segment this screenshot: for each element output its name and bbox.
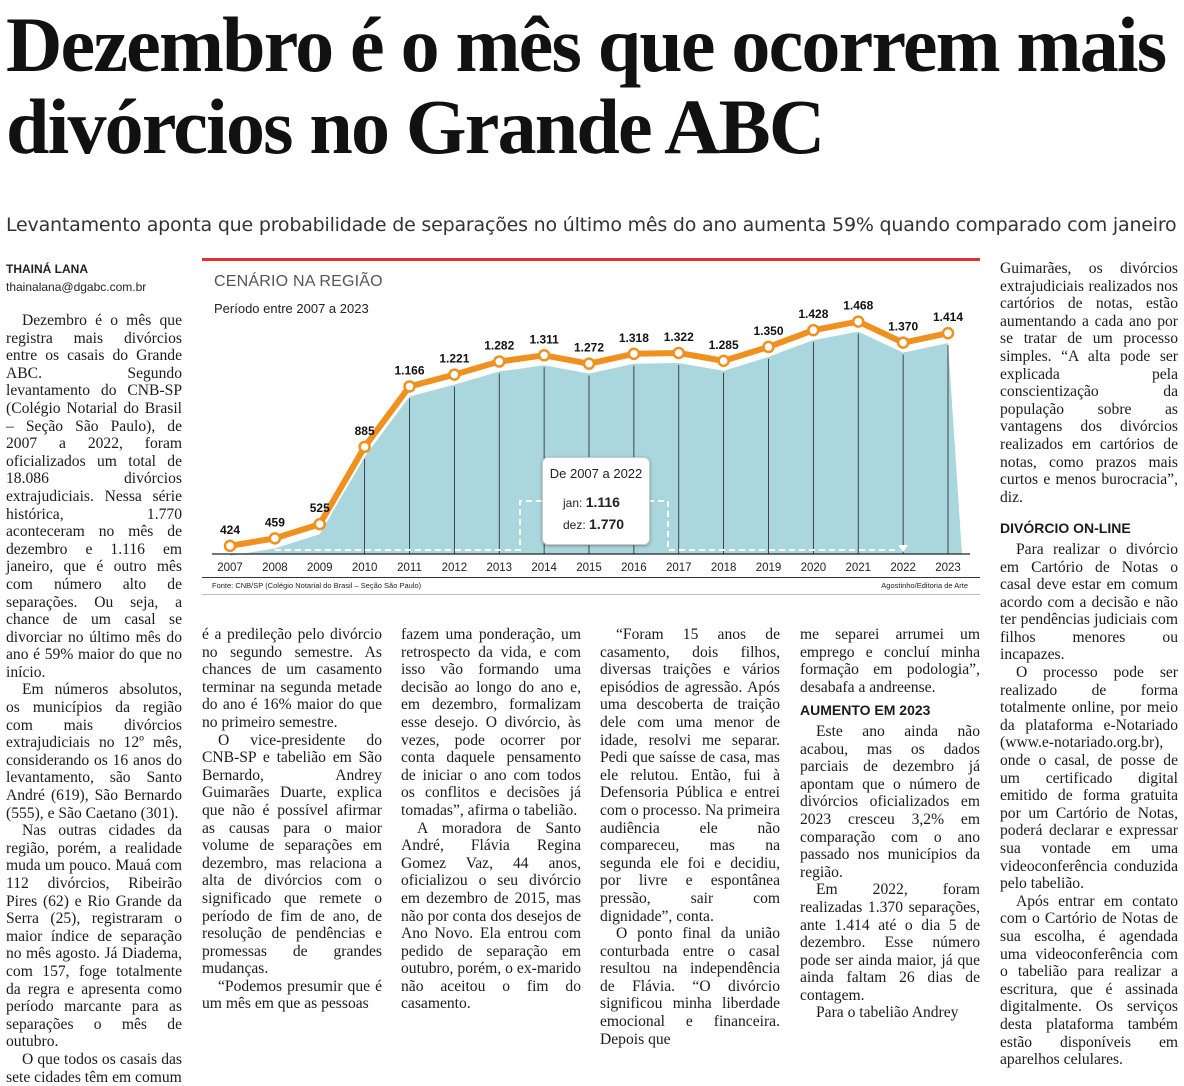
chart-x-tick-label: 2008	[262, 562, 288, 574]
chart-point	[719, 356, 729, 366]
chart-point	[225, 541, 235, 551]
chart-point	[943, 328, 953, 338]
chart-data-label: 1.350	[753, 323, 784, 338]
chart-point	[853, 317, 863, 327]
chart-data-label: 1.166	[394, 363, 425, 378]
chart	[202, 258, 980, 595]
callout-dez	[563, 516, 624, 532]
chart-data-label: 1.322	[663, 329, 694, 344]
chart-footer	[202, 577, 980, 595]
author-name: THAINÁ LANA	[6, 262, 88, 276]
paragraph: Dezembro é o mês que registra mais divórcios entre os casais do Grande ABC. Segundo levantamento do CNB-SP (Colégio Notarial do Brasil – Seção São Paulo), de 2007 a 2022, foram oficializados um total de 18.086 divórcios extrajudiciais. Nessa série histórica, 1.770 aconteceram no mês de dezembro e 1.116 em janeiro, que é outro mês com número alto de separações. Ou seja, a chance de um casal se divorciar no último mês do ano é 59% maior do que no início.	[6, 312, 182, 681]
chart-data-label: 1.285	[708, 337, 739, 352]
chart-point	[764, 342, 774, 352]
chart-x-tick-label: 2007	[217, 562, 243, 574]
chart-point	[539, 350, 549, 360]
chart-x-tick-label: 2010	[351, 562, 378, 574]
callout-jan-label: jan:	[563, 496, 583, 510]
chart-data-label: 1.468	[843, 298, 874, 313]
chart-x-tick-label: 2022	[890, 562, 916, 574]
chart-data-label: 424	[219, 522, 241, 537]
chart-point	[270, 533, 280, 543]
column-4	[600, 626, 780, 1048]
chart-point	[360, 442, 370, 452]
chart-data-label: 1.311	[529, 332, 559, 347]
section-heading: AUMENTO EM 2023	[800, 702, 931, 719]
chart-x-tick-label: 2021	[845, 562, 872, 574]
paragraph: é a predileção pelo divórcio no segundo semestre. As chances de um casamento terminar na segunda metade do ano é 16% maior do que no primeiro semestre.	[202, 626, 382, 731]
paragraph: O que todos os casais das sete cidades têm em comum	[6, 1050, 182, 1086]
chart-x-tick-label: 2017	[665, 562, 692, 574]
callout-dez-value: 1.770	[589, 516, 625, 532]
chart-x-tick-label: 2016	[621, 562, 647, 574]
callout-dez-label: dez:	[563, 518, 586, 532]
chart-credit: Agostinho/Editoria de Arte	[881, 581, 968, 590]
paragraph: O processo pode ser realizado de forma totalmente online, por meio da plataforma e-Notariado (www.e-notariado.org.br), onde o casal, de posse de um certificado digital emitido de forma gratuita por um Cartório de Notas, poderá declarar e expressar sua vontade em uma videoconferência conduzida pelo tabelião.	[1000, 664, 1178, 893]
chart-data-label: 1.318	[618, 330, 649, 345]
chart-data-label: 459	[264, 515, 285, 530]
chart-x-tick-label: 2015	[576, 562, 602, 574]
chart-x-tick-label: 2013	[486, 562, 513, 574]
chart-point	[674, 348, 684, 358]
chart-point	[494, 357, 504, 367]
paragraph: Para o tabelião Andrey	[816, 1004, 959, 1022]
subheadline: Levantamento aponta que probabilidade de separações no último mês do ano aumenta 59% quando comparado com janeiro	[6, 214, 1177, 236]
chart-point	[449, 370, 459, 380]
chart-source: Fonte: CNB/SP (Colégio Notarial do Brasil – Seção São Paulo)	[212, 581, 422, 590]
section-heading: DIVÓRCIO ON-LINE	[1000, 520, 1131, 537]
paragraph: Após entrar em contato com o Cartório de Notas de sua escolha, é agendada uma videoconferência com o tabelião para realizar a escritura, que é assinada digitalmente. Os serviços desta plataforma também estão disponíveis em aparelhos celulares.	[1000, 892, 1178, 1069]
callout-jan-value: 1.116	[585, 494, 620, 510]
paragraph: Este ano ainda não acabou, mas os dados parciais de dezembro já apontam que o número de divórcios oficializados em 2023 cresceu 3,2% em comparação com o ano passado nos municípios da região.	[800, 722, 980, 881]
headline: Dezembro é o mês que ocorrem mais divórcios no Grande ABC	[6, 1, 1166, 170]
chart-data-label: 1.272	[573, 340, 605, 355]
paragraph: Para realizar o divórcio em Cartório de Notas o casal deve estar em comum acordo com a decisão e não ter pendências judiciais com filhos menores ou incapazes.	[1000, 540, 1178, 664]
chart-point	[315, 519, 325, 529]
chart-x-tick-label: 2009	[306, 562, 333, 574]
paragraph: A moradora de Santo André, Flávia Regina Gomez Vaz, 44 anos, oficializou o seu divórcio em dezembro de 2015, mas não por conta dos desejos de Ano Novo. Ela entrou com pedido de separação em outubro, porém, o ex-marido não aceitou o fim do casamento.	[401, 819, 581, 1013]
column-1	[6, 312, 182, 1086]
paragraph: Guimarães, os divórcios extrajudiciais realizados nos cartórios de notas, estão aumentando a cada ano por se tratar de um processo simples. “A alta pode ser explicada pela conscientização da população sobre as vantagens dos divórcios realizados em cartórios de notas, como prazos mais curtos e menos burocracia”, diz.	[1000, 260, 1178, 506]
chart-data-label: 1.221	[439, 351, 470, 366]
chart-x-tick-label: 2018	[710, 562, 737, 574]
paragraph: Em números absolutos, os municípios da região com mais divórcios extrajudiciais no 12º mês, considerando os 16 anos do levantamento, são Santo André (619), São Bernardo (555), e São Caetano (301).	[6, 681, 182, 822]
paragraph: “Podemos presumir que é um mês em que as pessoas	[202, 977, 382, 1013]
chart-data-label: 525	[309, 501, 330, 516]
chart-x-tick-label: 2012	[441, 562, 468, 574]
chart-point	[584, 359, 594, 369]
chart-point	[808, 325, 818, 335]
chart-title: CENÁRIO NA REGIÃO	[214, 273, 383, 290]
callout-title: De 2007 a 2022	[549, 466, 643, 481]
chart-data-label: 1.414	[932, 310, 964, 325]
paragraph: fazem uma ponderação, um retrospecto da vida, e com isso vão formando uma decisão ao longo do ano e, em dezembro, formalizam esse desejo. O divórcio, às vezes, pode ocorrer por conta daquele pensamento de iniciar o ano com todos os conflitos e decisões já tomadas”, afirma o tabelião.	[401, 626, 581, 819]
chart-data-label: 1.282	[484, 338, 515, 353]
paragraph: O ponto final da união conturbada entre o casal resultou na independência de Flávia. “O divórcio significou minha liberdade emocional e financeira. Depois que	[600, 925, 780, 1048]
chart-point	[898, 338, 908, 348]
chart-data-label: 1.370	[888, 319, 919, 334]
paragraph: me separei arrumei um emprego e concluí minha formação em podologia”, desabafa a andreense.	[800, 626, 980, 696]
chart-point	[629, 349, 639, 359]
column-6	[1000, 260, 1178, 1069]
chart-point	[405, 381, 415, 391]
author-email[interactable]: thainalana@dgabc.com.br	[6, 280, 147, 294]
paragraph: Em 2022, foram realizadas 1.370 separações, ante 1.414 até o dia 5 de dezembro. Esse número pode ser ainda maior, já que ainda faltam 26 dias de contagem.	[800, 881, 980, 1004]
column-2	[202, 626, 382, 1013]
chart-x-tick-label: 2020	[800, 562, 827, 574]
paragraph: “Foram 15 anos de casamento, dois filhos, diversas traições e vários episódios de agressão. Após uma descoberta de traição dele com uma menor de idade, resolvi me separar. Pedi que saísse de casa, mas ele relutou. Então, fui à Defensoria Pública e entrei com o processo. Na primeira audiência ele não compareceu, mas na segunda ele foi e decidiu, por livre e espontânea pressão, sair com dignidade”, conta.	[600, 626, 780, 925]
chart-data-label: 1.428	[798, 307, 829, 322]
chart-data-label: 885	[354, 423, 375, 438]
column-5	[800, 626, 980, 1022]
chart-callout	[542, 457, 650, 545]
chart-x-tick-label: 2011	[397, 562, 422, 574]
chart-x-tick-label: 2014	[531, 562, 557, 574]
chart-subtitle: Período entre 2007 a 2023	[214, 301, 369, 316]
chart-x-tick-label: 2023	[935, 562, 961, 574]
byline	[6, 262, 196, 294]
paragraph: Nas outras cidades da região, porém, a realidade muda um pouco. Mauá com 112 divórcios, Ribeirão Pires (62) e Rio Grande da Serra (25), registraram o maior índice de separação no mês agosto. Já Diadema, com 157, foge totalmente da regra e apresenta como período marcante para as separações o mês de outubro.	[6, 822, 182, 1051]
chart-x-tick-label: 2019	[755, 562, 782, 574]
paragraph: O vice-presidente do CNB-SP e tabelião em São Bernardo, Andrey Guimarães Duarte, explica que não é possível afirmar as causas para o maior volume de separações em dezembro, mas relaciona a alta de divórcios com o significado que remete o período de fim de ano, de resolução de pendências e promessas de grandes mudanças.	[202, 731, 382, 978]
callout-jan	[563, 494, 620, 510]
column-3	[401, 626, 581, 1013]
